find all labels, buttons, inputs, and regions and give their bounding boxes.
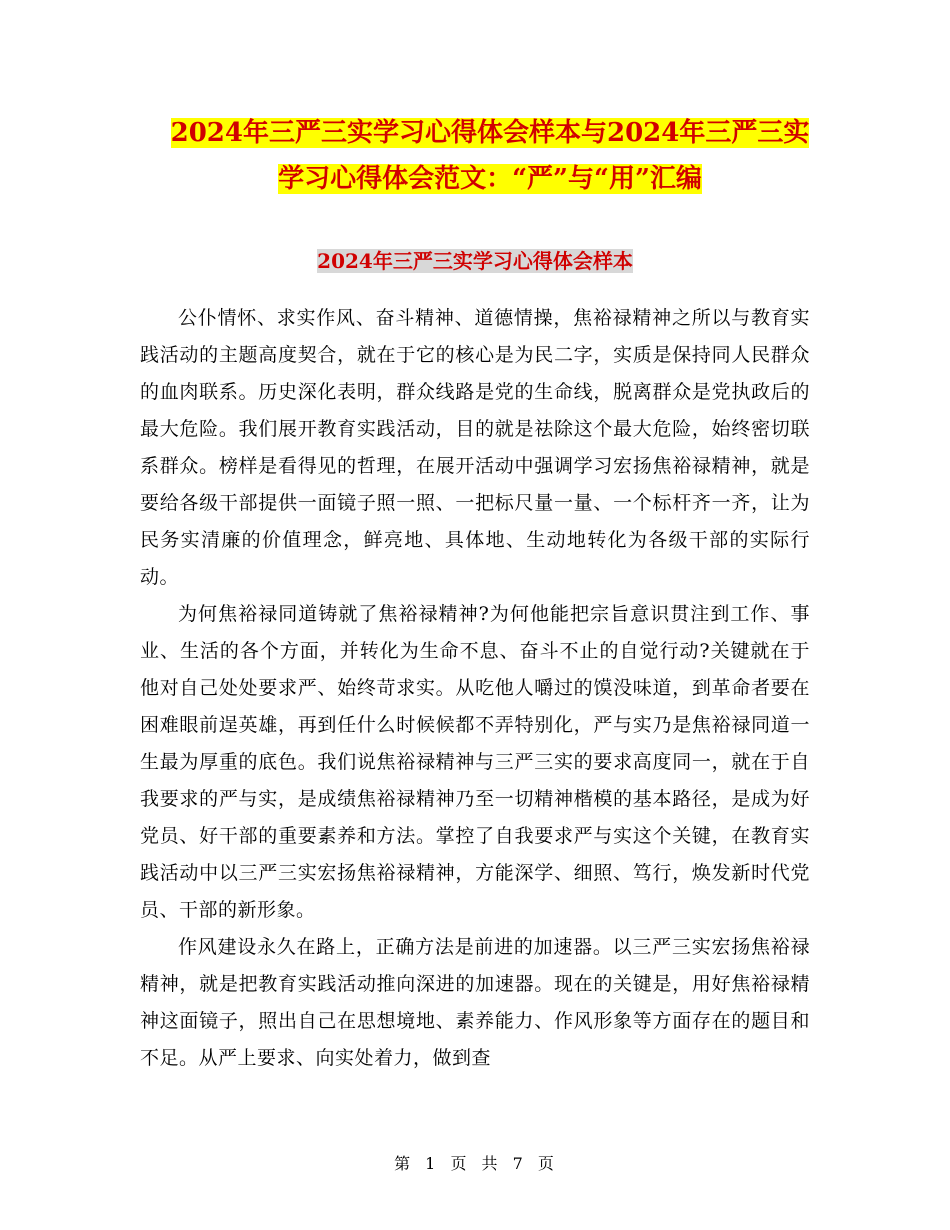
document-body <box>140 300 810 1077</box>
section-title <box>140 246 810 276</box>
document-title <box>140 110 840 202</box>
page-footer: 第 1 页 共 7 页 <box>394 1154 556 1173</box>
section-title-text: 2024年三严三实学习心得体会样本 <box>317 249 633 273</box>
paragraph-2: 为何焦裕禄同道铸就了焦裕禄精神?为何他能把宗旨意识贯注到工作、事业、生活的各个方面，并转化为生命不息、奋斗不止的自觉行动?关键就在于他对自己处处要求严、始终苛求实。从吃他人嚼过的馍没味道，到革命者要在困难眼前逞英雄，再到任什么时候候都不弄特别化，严与实乃是焦裕禄同道一生最为厚重的底色。我们说焦裕禄精神与三严三实的要求高度同一，就在于自我要求的严与实，是成绩焦裕禄精神乃至一切精神楷模的基本路径，是成为好党员、好干部的重要素养和方法。掌控了自我要求严与实这个关键，在教育实践活动中以三严三实宏扬焦裕禄精神，方能深学、细照、笃行，焕发新时代党员、干部的新形象。 <box>140 603 810 921</box>
document-title-line-2: 学习心得体会范文：“严”与“用”汇编 <box>278 164 702 194</box>
paragraph-3: 作风建设永久在路上，正确方法是前进的加速器。以三严三实宏扬焦裕禄精神，就是把教育实践活动推向深进的加速器。现在的关键是，用好焦裕禄精神这面镜子，照出自己在思想境地、素养能力、作风形象等方面存在的题目和不足。从严上要求、向实处着力，做到查 <box>140 936 810 1069</box>
paragraph-1: 公仆情怀、求实作风、奋斗精神、道德情操，焦裕禄精神之所以与教育实践活动的主题高度契合，就在于它的核心是为民二字，实质是保持同人民群众的血肉联系。历史深化表明，群众线路是党的生命线，脱离群众是党执政后的最大危险。我们展开教育实践活动，目的就是祛除这个最大危险，始终密切联系群众。榜样是看得见的哲理，在展开活动中强调学习宏扬焦裕禄精神，就是要给各级干部提供一面镜子照一照、一把标尺量一量、一个标杆齐一齐，让为民务实清廉的价值理念，鲜亮地、具体地、生动地转化为各级干部的实际行动。 <box>140 307 810 588</box>
document-title-line-1: 2024年三严三实学习心得体会样本与2024年三严三实 <box>170 118 810 148</box>
